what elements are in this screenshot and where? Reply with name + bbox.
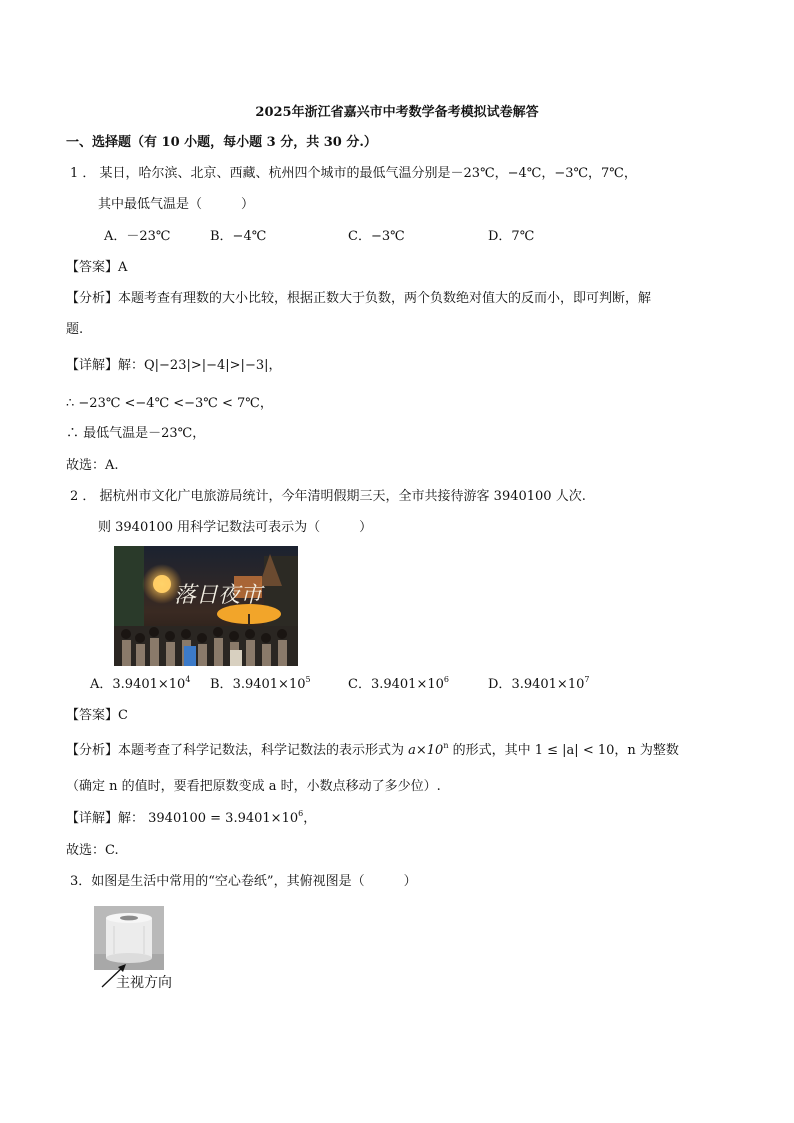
q1-choose: 故选：A. <box>66 458 119 473</box>
q1-stem-2: 其中最低气温是（ ） <box>98 197 255 212</box>
q1-option-d: D．7℃ <box>488 229 535 244</box>
q1-inequality: ∴ −23℃ <−4℃ <−3℃ < 7℃， <box>66 396 273 411</box>
q2-answer: 【答案】C <box>66 708 128 723</box>
q1-option-a: A．－23℃ <box>104 229 171 244</box>
night-market-image <box>114 546 298 666</box>
q1-option-b: B．−4℃ <box>210 229 267 244</box>
q2-stem: 2 ． 据杭州市文化广电旅游局统计，今年清明假期三天，全市共接待游客 3940100 人次. <box>70 489 586 504</box>
q1-analysis-cont: 题. <box>66 322 84 337</box>
q2-choose: 故选：C. <box>66 843 119 858</box>
q2-option-c: C．$3.9401\times 10^6$ <box>348 675 449 692</box>
q1-detail: 【详解】解：Q|−23|>|−4|>|−3|， <box>66 358 282 373</box>
q1-answer: 【答案】A <box>66 260 128 275</box>
q2-detail: 【详解】解： $3940100 = 3.9401\times 10^6$， <box>66 809 317 826</box>
q3-caption: 主视方向 <box>116 975 172 991</box>
section-heading: 一、选择题（有 10 小题，每小题 3 分，共 30 分.） <box>66 135 377 150</box>
q2-option-b: B．$3.9401\times 10^5$ <box>210 675 311 692</box>
q1-conclusion: ∴ 最低气温是－23℃， <box>66 426 206 441</box>
q2-analysis-cont: （确定 n 的值时，要看把原数变成 a 时，小数点移动了多少位）. <box>66 779 441 794</box>
q3-stem: 3．如图是生活中常用的“空心卷纸”，其俯视图是（ ） <box>70 874 417 889</box>
q1-stem: 1 ． 某日，哈尔滨、北京、西藏、杭州四个城市的最低气温分别是－23℃，−4℃，−3℃，7℃， <box>70 166 637 181</box>
q1-analysis: 【分析】本题考查有理数的大小比较，根据正数大于负数，两个负数绝对值大的反而小，即可判断，解 <box>66 291 652 306</box>
q2-analysis: 【分析】本题考查了科学记数法，科学记数法的表示形式为 $a\times 10^n$ 的形式，其中 1 ≤ |a| < 10，n 为整数 <box>66 741 679 758</box>
q2-option-d: D．$3.9401\times 10^7$ <box>488 675 590 692</box>
photo-sign-text: 落日夜市 <box>174 583 263 608</box>
q2-stem-2: 则 3940100 用科学记数法可表示为（ ） <box>98 520 373 535</box>
page-title: 2025年浙江省嘉兴市中考数学备考模拟试卷解答 <box>255 105 539 120</box>
q2-option-a: A．$3.9401\times 10^4$ <box>90 675 191 692</box>
night-market-photo <box>114 546 298 666</box>
q1-option-c: C．−3℃ <box>348 229 405 244</box>
